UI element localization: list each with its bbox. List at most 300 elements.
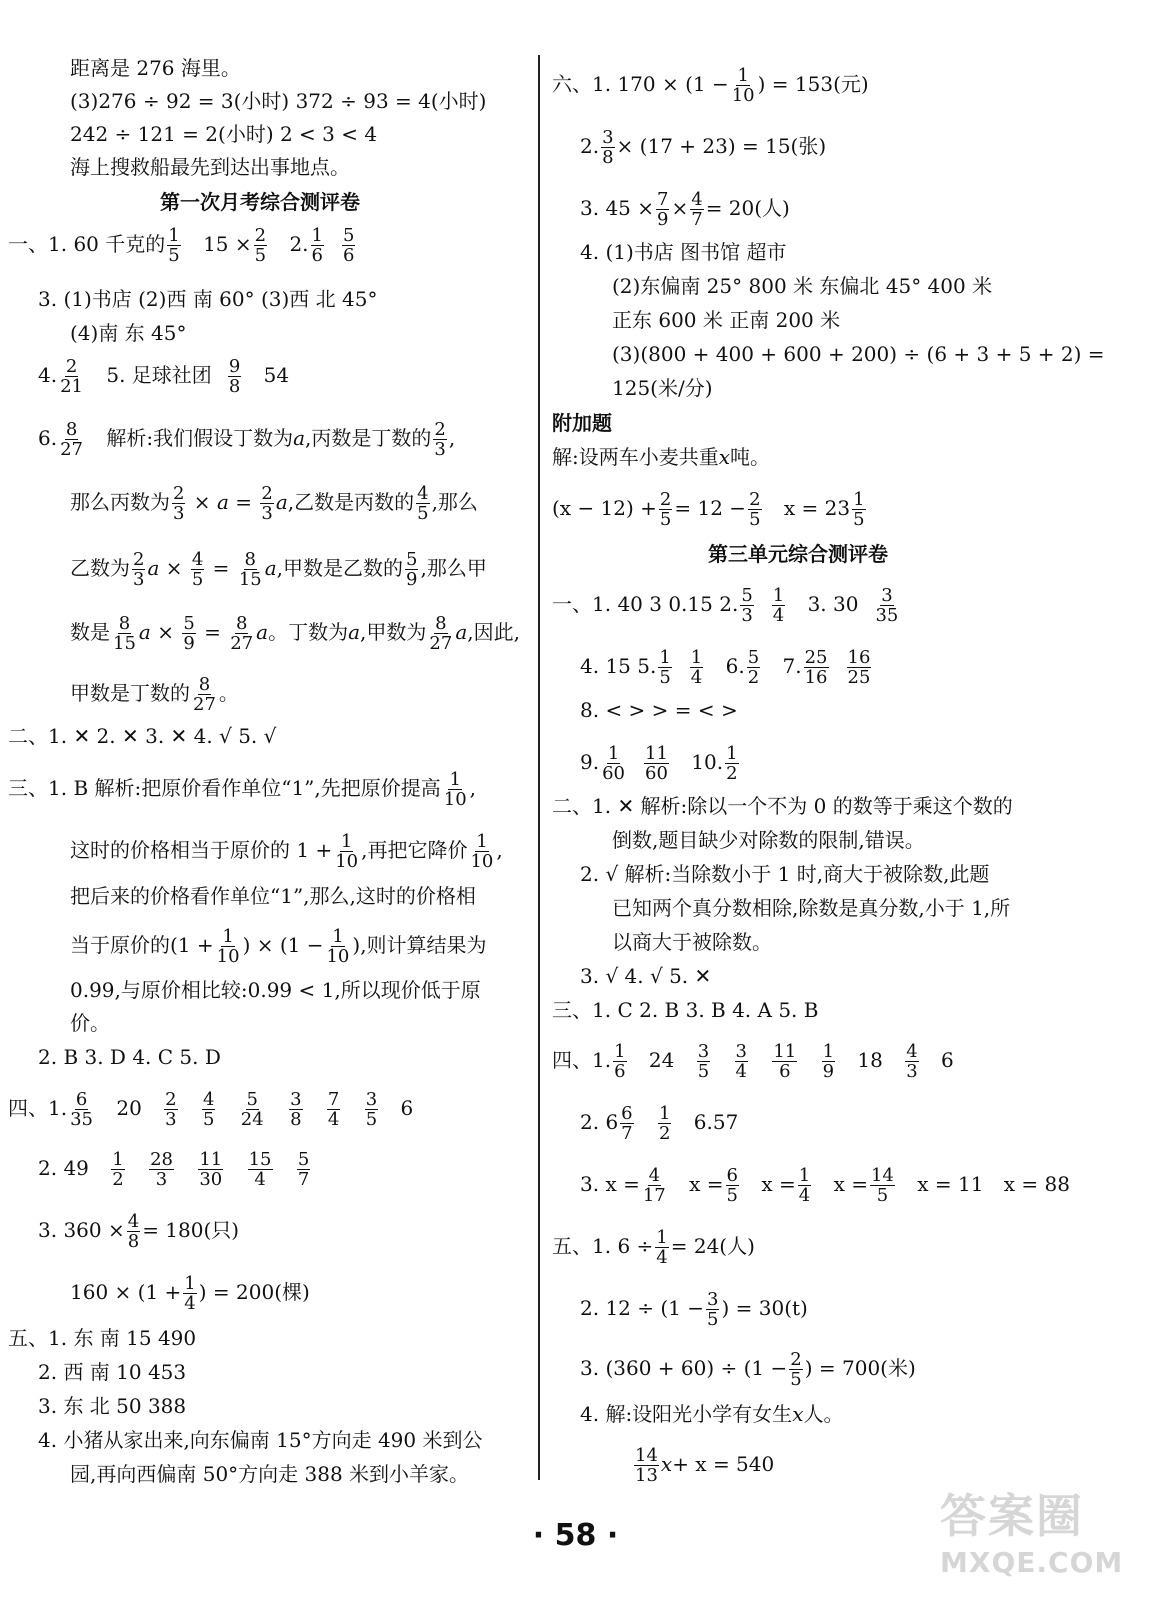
answer-line: 甲数是丁数的 $\frac{8}{27}$ 。 (70, 674, 239, 715)
text-line: (2)东偏南 25° 800 米 东偏北 45° 400 米 (612, 274, 993, 298)
text: 数是 (70, 620, 110, 644)
numerator: 1 (726, 743, 738, 764)
fraction (191, 550, 204, 589)
text: 3. (360 + 60) ÷ (1 − (580, 1356, 788, 1380)
text-line: 8. < > > = < > (580, 698, 738, 722)
denominator: 13 (635, 1465, 658, 1486)
denominator: 9 (406, 569, 418, 590)
numerator: 14 (635, 1445, 658, 1466)
numerator: 5 (246, 1089, 258, 1110)
text: 6.57 (693, 1110, 739, 1134)
numerator: 1 (656, 1227, 668, 1248)
numerator: 11 (645, 743, 668, 764)
numerator: 7 (327, 1089, 340, 1110)
text: 5. 足球社团 (106, 363, 212, 387)
denominator: 27 (193, 694, 216, 715)
denominator: 27 (60, 439, 83, 460)
denominator: 8 (228, 376, 241, 397)
numerator: 2 (434, 419, 446, 440)
numerator: 2 (133, 549, 145, 570)
fraction (443, 770, 468, 809)
numerator: 4 (906, 1041, 918, 1062)
denominator: 4 (798, 1185, 811, 1206)
answer-line (580, 190, 790, 229)
text: × (17 + 23) = 15(张) (616, 134, 827, 158)
variable: a (348, 620, 361, 644)
denominator: 3 (165, 1109, 177, 1130)
fraction (149, 1150, 174, 1189)
denominator: 7 (621, 1123, 633, 1144)
denominator: 9 (657, 209, 669, 230)
numerator: 1 (222, 926, 234, 947)
fraction (822, 1042, 835, 1081)
numerator: 3 (881, 585, 893, 606)
text: 3. (580, 1172, 600, 1196)
numerator: 15 (248, 1149, 272, 1170)
numerator: 1 (690, 647, 703, 668)
numerator: 3 (290, 1089, 302, 1110)
numerator: 1 (853, 489, 865, 510)
fraction (748, 490, 761, 529)
denominator: 60 (645, 763, 668, 784)
text: x = (833, 1172, 868, 1196)
text: 2. 49 (38, 1156, 89, 1180)
fraction (725, 744, 738, 783)
denominator: 5 (790, 1369, 802, 1390)
denominator: 27 (429, 633, 453, 654)
variable: x (660, 1452, 673, 1476)
numerator: 2 (261, 483, 273, 504)
numerator: 4 (648, 1165, 661, 1186)
variable: a (256, 620, 269, 644)
denominator: 3 (434, 439, 446, 460)
text: 解:设两车小麦共重 (552, 445, 719, 469)
variable: x (718, 445, 731, 469)
denominator: 5 (749, 509, 761, 530)
variable: a (138, 620, 151, 644)
denominator: 35 (875, 605, 899, 626)
denominator: 5 (202, 1109, 215, 1130)
numerator: 1 (607, 743, 620, 764)
text: 4. 15 5. (580, 654, 657, 678)
text: x = (605, 1172, 640, 1196)
fraction (167, 226, 180, 265)
denominator: 27 (230, 633, 254, 654)
text: ) = 153(元) (757, 72, 869, 96)
fraction (656, 190, 669, 229)
denominator: 2 (726, 763, 738, 784)
denominator: 24 (240, 1109, 264, 1130)
answer-line (580, 744, 741, 783)
numerator: 1 (614, 1041, 626, 1062)
numerator: 1 (168, 225, 180, 246)
numerator: 2 (165, 1089, 177, 1110)
denominator: 25 (847, 667, 871, 688)
text: 20 (116, 1096, 142, 1120)
fraction (847, 648, 872, 687)
numerator: 3 (365, 1089, 378, 1110)
answer-line (38, 357, 289, 396)
fraction (325, 927, 350, 966)
variable: a (216, 490, 229, 514)
numerator: 1 (112, 1149, 124, 1170)
denominator: 4 (735, 1061, 747, 1082)
denominator: 5 (417, 503, 429, 524)
fraction (229, 614, 254, 653)
answer-line (552, 66, 869, 105)
variable: a (455, 620, 468, 644)
variable: x (792, 1402, 804, 1426)
denominator: 5 (707, 1309, 719, 1330)
fraction (804, 648, 829, 687)
fraction (747, 648, 760, 687)
numerator: 5 (297, 1149, 310, 1170)
fraction (852, 490, 865, 529)
numerator: 3 (697, 1041, 710, 1062)
fraction (644, 744, 669, 783)
denominator: 10 (326, 946, 350, 967)
numerator: 28 (150, 1149, 173, 1170)
numerator: 4 (202, 1089, 215, 1110)
denominator: 3 (741, 605, 753, 626)
denominator: 15 (113, 633, 136, 654)
answer-line: 6. $\frac{8}{27}$ 解析:我们假设丁数为a,丙数是丁数的 $\frac{2}{3}$ , (38, 419, 456, 460)
text: × (671, 196, 689, 220)
fraction (254, 226, 267, 265)
numerator: 2 (659, 489, 672, 510)
text: 甲数是丁数的 (70, 681, 190, 705)
fraction (334, 832, 359, 871)
fraction (198, 1150, 223, 1189)
text: ,乙数是丙数的 (287, 490, 415, 514)
text: x = 23 (783, 496, 851, 520)
text-line: 二、1. ✕ 2. ✕ 3. ✕ 4. √ 5. √ (8, 724, 277, 748)
numerator: 3 (707, 1289, 719, 1310)
numerator: 1 (659, 647, 671, 668)
text: = 12 − (674, 496, 747, 520)
fraction (874, 586, 899, 625)
text: 6. (38, 426, 58, 450)
fraction (870, 1166, 895, 1205)
text: x = (689, 1172, 724, 1196)
answer-line (580, 1402, 843, 1426)
fraction (726, 1166, 739, 1205)
numerator: 4 (127, 1211, 140, 1232)
answer-line: 乙数为 $\frac{2}{3}$ a × $\frac{4}{5}$ = $\frac{8}{15}$ a,甲数是乙数的 $\frac{5}{9}$ ,那么甲 (70, 549, 487, 590)
text: ) = 700(米) (804, 1356, 916, 1380)
denominator: 21 (60, 376, 83, 397)
watermark-text: 答案圈 (940, 1489, 1084, 1543)
denominator: 6 (343, 245, 355, 266)
fraction (164, 1090, 177, 1129)
answer-line (8, 226, 357, 265)
answer-line (552, 490, 868, 529)
numerator: 9 (228, 356, 241, 377)
answer-line (552, 445, 770, 469)
numerator: 1 (658, 1103, 671, 1124)
text: 这时的价格相当于原价的 1 + (70, 838, 333, 862)
text-line: (3)(800 + 400 + 600 + 200) ÷ (6 + 3 + 5 + 2) = (612, 342, 1105, 366)
answer-line: 这时的价格相当于原价的 1 + $\frac{1}{10}$ ,再把它降价 $\frac{1}{10}$ , (70, 831, 503, 872)
text: 六、1. 170 × (1 − (552, 72, 729, 96)
numerator: 1 (822, 1041, 835, 1062)
text: 人。 (803, 1402, 844, 1426)
numerator: 8 (65, 419, 78, 440)
denominator: 8 (602, 147, 614, 168)
fraction (731, 66, 756, 105)
text: 2. 6 (580, 1110, 619, 1134)
text: 7. (782, 654, 802, 678)
text: 一、1. 60 千克的 (8, 232, 166, 256)
page-number: · 58 · (532, 1518, 619, 1553)
text: 3. 30 (807, 592, 859, 616)
denominator: 2 (747, 667, 760, 688)
text: x = 88 (1003, 1172, 1070, 1196)
numerator: 4 (417, 483, 429, 504)
answer-line (580, 1166, 1070, 1205)
text: 2. (580, 134, 600, 158)
text: 160 × (1 + (70, 1280, 182, 1304)
fraction (690, 190, 703, 229)
denominator: 9 (822, 1061, 835, 1082)
denominator: 4 (656, 1247, 668, 1268)
text-line: 已知两个真分数相除,除数是真分数,小于 1,所 (612, 896, 1011, 920)
fraction (172, 484, 185, 523)
answer-line (70, 1274, 310, 1313)
fraction (620, 1104, 633, 1143)
text: ,那么 (431, 490, 478, 514)
text: 6. (725, 654, 745, 678)
fraction (428, 614, 453, 653)
numerator: 7 (657, 189, 669, 210)
numerator: 1 (737, 65, 749, 86)
text: ,甲数为 (360, 620, 427, 644)
text: 四、1. (8, 1096, 68, 1120)
numerator: 1 (332, 926, 344, 947)
fraction (613, 1042, 626, 1081)
answer-line (38, 1212, 239, 1251)
answer-line (632, 1446, 774, 1485)
text-line: 五、1. 东 南 15 490 (8, 1326, 197, 1350)
variable: a (264, 556, 277, 580)
text: ,丙数是丁数的 (305, 426, 432, 450)
denominator: 4 (327, 1109, 340, 1130)
denominator: 4 (184, 1293, 196, 1314)
text: x = (761, 1172, 796, 1196)
denominator: 3 (261, 503, 273, 524)
denominator: 5 (254, 245, 267, 266)
text: 那么丙数为 (70, 490, 170, 514)
denominator: 7 (297, 1169, 310, 1190)
answer-line (8, 1090, 413, 1129)
text-line: 园,再向西偏南 50°方向走 388 米到小羊家。 (70, 1462, 470, 1486)
numerator: 1 (798, 1165, 811, 1186)
text: ,因此, (467, 620, 520, 644)
denominator: 15 (238, 569, 262, 590)
fraction (365, 1090, 378, 1129)
fraction (659, 490, 672, 529)
text: 18 (857, 1048, 883, 1072)
text: 四、1. (552, 1048, 612, 1072)
answer-line (580, 128, 826, 167)
fraction (192, 675, 217, 714)
fraction (112, 614, 137, 653)
numerator: 2 (254, 225, 267, 246)
text-line: 4. 小猪从家出来,向东偏南 15°方向走 490 米到公 (38, 1428, 483, 1452)
fraction (59, 357, 84, 396)
text: 解析:我们假设丁数为 (106, 426, 294, 450)
denominator: 5 (365, 1109, 378, 1130)
section-heading: 附加题 (552, 411, 612, 435)
text-line: 3. 东 北 50 388 (38, 1394, 187, 1418)
numerator: 8 (244, 549, 256, 570)
fraction (697, 1042, 710, 1081)
text-line: 以商大于被除数。 (612, 930, 772, 954)
text: 。丁数为 (268, 620, 349, 644)
fraction (601, 128, 614, 167)
text: 2. 12 ÷ (1 − (580, 1296, 705, 1320)
fraction (127, 1212, 140, 1251)
text: ) = 200(棵) (198, 1280, 310, 1304)
fraction (772, 586, 785, 625)
fraction (260, 484, 273, 523)
denominator: 17 (642, 1185, 666, 1206)
fraction (642, 1166, 667, 1205)
text: ),则计算结果为 (352, 933, 487, 957)
text: ) = 30(t) (721, 1296, 808, 1320)
fraction (405, 550, 418, 589)
fraction (132, 550, 145, 589)
numerator: 2 (173, 483, 185, 504)
text: 6 (400, 1096, 414, 1120)
text: + x = 540 (672, 1452, 775, 1476)
numerator: 4 (691, 189, 703, 210)
variable: a (147, 556, 160, 580)
text-line: 倒数,题目缺少对除数的限制,错误。 (612, 828, 925, 852)
denominator: 60 (602, 763, 625, 784)
numerator: 6 (726, 1165, 738, 1186)
denominator: 3 (173, 503, 185, 524)
answer-line: 三、1. B 解析:把原价看作单位“1”,先把原价提高 $\frac{1}{10}$ , (8, 769, 477, 810)
text-line: 三、1. C 2. B 3. B 4. A 5. B (552, 998, 819, 1022)
section-title: 第一次月考综合测评卷 (160, 190, 360, 214)
answer-line (580, 648, 873, 687)
text: 2. (289, 232, 309, 256)
numerator: 14 (870, 1165, 894, 1186)
fraction (905, 1042, 918, 1081)
denominator: 4 (690, 667, 703, 688)
numerator: 1 (449, 769, 461, 790)
text-line: 0.99,与原价相比较:0.99 < 1,所以现价低于原 (70, 978, 481, 1002)
answer-line (70, 927, 487, 966)
text-line: 距离是 276 海里。 (70, 56, 241, 80)
text: ,那么甲 (420, 556, 487, 580)
numerator: 8 (435, 613, 447, 634)
denominator: 5 (659, 509, 672, 530)
fraction (690, 648, 703, 687)
text-line: 3. (1)书店 (2)西 南 60° (3)西 北 45° (38, 287, 378, 311)
text: 3. 360 × (38, 1218, 125, 1242)
denominator: 30 (199, 1169, 223, 1190)
text: ) × (1 − (242, 933, 324, 957)
text-line: 125(米/分) (612, 376, 713, 400)
fraction (735, 1042, 748, 1081)
text-line: 海上搜救船最先到达出事地点。 (70, 155, 350, 179)
numerator: 1 (772, 585, 785, 606)
numerator: 8 (198, 674, 211, 695)
text-line: 4. (1)书店 图书馆 超市 (580, 240, 787, 264)
denominator: 6 (311, 245, 323, 266)
text: (x − 12) + (552, 496, 657, 520)
fraction (59, 420, 84, 459)
numerator: 3 (602, 127, 614, 148)
text-line: (3)276 ÷ 92 = 3(小时) 372 ÷ 93 = 4(小时) (70, 89, 487, 113)
text-line: 242 ÷ 121 = 2(小时) 2 < 3 < 4 (70, 122, 378, 146)
fraction (182, 614, 195, 653)
column-divider (538, 55, 540, 1480)
fraction (248, 1150, 273, 1189)
text: 10. (691, 750, 724, 774)
denominator: 5 (659, 667, 671, 688)
numerator: 8 (235, 613, 248, 634)
denominator: 3 (155, 1169, 168, 1190)
numerator: 8 (118, 613, 131, 634)
denominator: 10 (731, 85, 755, 106)
answer-line: 数是 $\frac{8}{15}$ a × $\frac{5}{9}$ = $\frac{8}{27}$ a。丁数为a,甲数为 $\frac{8}{27}$ a,因此, (70, 613, 520, 654)
fraction (740, 586, 753, 625)
denominator: 6 (614, 1061, 626, 1082)
watermark-logo (940, 1480, 1140, 1590)
fraction (111, 1150, 124, 1189)
denominator: 16 (804, 667, 828, 688)
denominator: 9 (183, 633, 195, 654)
answer-line (580, 1290, 808, 1329)
fraction (789, 1350, 802, 1389)
numerator: 2 (790, 1349, 802, 1370)
numerator: 5 (343, 225, 355, 246)
text-line: 3. √ 4. √ 5. ✕ (580, 964, 712, 988)
denominator: 10 (335, 851, 359, 872)
text-line: 二、1. ✕ 解析:除以一个不为 0 的数等于乘这个数的 (552, 794, 1013, 818)
numerator: 3 (735, 1041, 747, 1062)
text: 三、1. B 解析:把原价看作单位“1”,先把原价提高 (8, 776, 441, 800)
text-line: 价。 (70, 1011, 110, 1035)
denominator: 2 (658, 1123, 671, 1144)
denominator: 5 (191, 569, 204, 590)
numerator: 5 (741, 585, 753, 606)
variable: a (293, 426, 306, 450)
fraction (240, 1090, 265, 1129)
fraction (311, 226, 324, 265)
numerator: 2 (749, 489, 761, 510)
denominator: 10 (470, 851, 494, 872)
text: 4. 解:设阳光小学有女生 (580, 1402, 793, 1426)
numerator: 5 (183, 613, 195, 634)
denominator: 3 (906, 1061, 918, 1082)
denominator: 5 (168, 245, 180, 266)
numerator: 6 (75, 1089, 88, 1110)
denominator: 3 (133, 569, 145, 590)
answer-line (552, 586, 901, 625)
denominator: 5 (726, 1185, 738, 1206)
fraction (238, 550, 263, 589)
fraction (433, 420, 446, 459)
denominator: 8 (290, 1109, 302, 1130)
answer-line (38, 1150, 312, 1189)
fraction (297, 1150, 310, 1189)
denominator: 4 (254, 1169, 266, 1190)
fraction (658, 1104, 671, 1143)
